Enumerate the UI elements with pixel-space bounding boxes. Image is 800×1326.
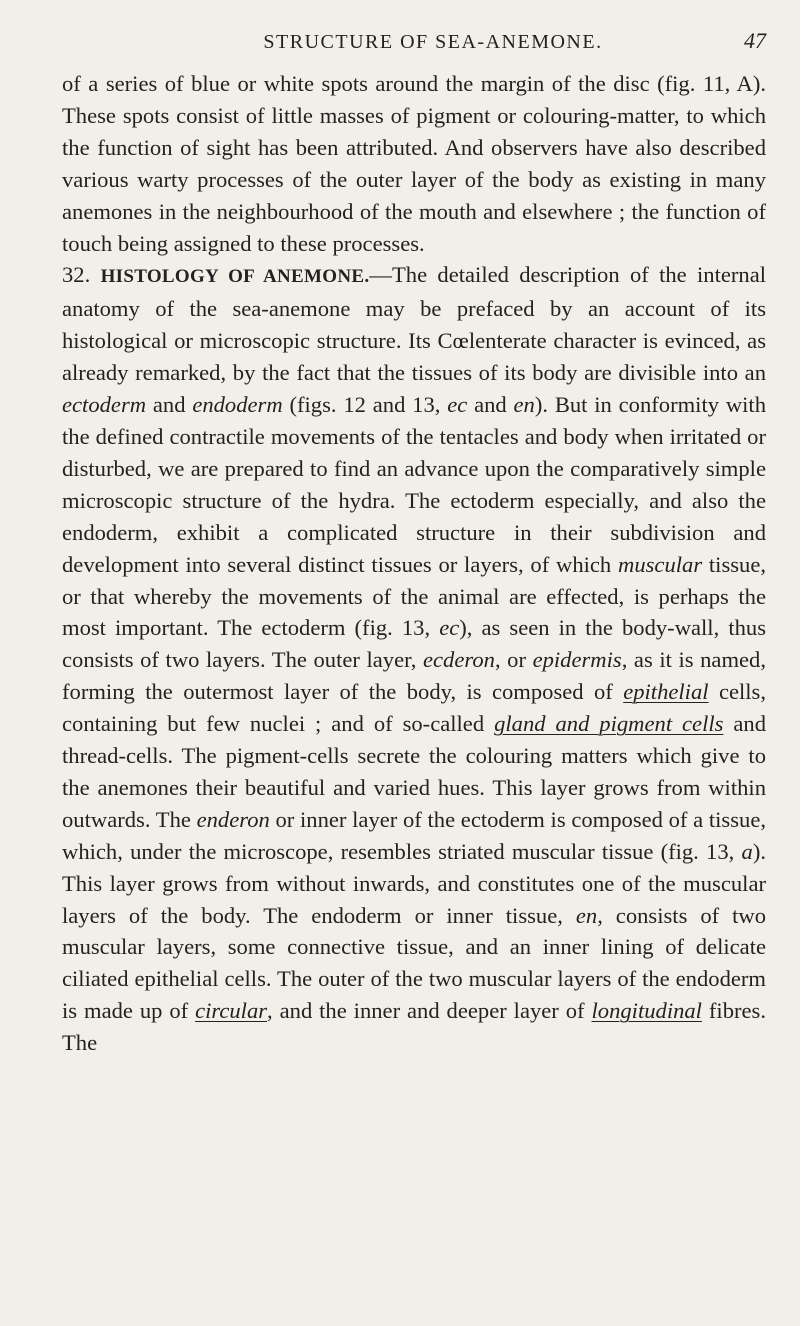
italic-term: enderon bbox=[196, 806, 270, 832]
italic-term: ectoderm bbox=[62, 392, 147, 418]
text-run: ), as seen in the body-wall, thus consists of two layers. The outer layer, bbox=[62, 615, 766, 673]
text-run: and bbox=[146, 392, 193, 418]
italic-term: endoderm bbox=[192, 392, 283, 418]
italic-term: muscular bbox=[618, 551, 703, 577]
italic-term: ecderon bbox=[423, 647, 495, 673]
section-number: 32. bbox=[62, 262, 91, 288]
text-run: ). This layer grows from without inwards, and constitutes one of the muscular layers of the body. The endoderm or inner tissue, bbox=[62, 838, 766, 928]
section-heading: HISTOLOGY OF ANEMONE. bbox=[100, 266, 370, 288]
page-header bbox=[62, 28, 766, 54]
underlined-term: circular bbox=[195, 998, 268, 1024]
underlined-term: longitudinal bbox=[591, 998, 702, 1024]
italic-term: en bbox=[513, 392, 535, 418]
italic-term: ec bbox=[439, 615, 460, 641]
text-run: , consists of two muscular layers, some connective tissue, and an inner lining of delicate ciliated epithelial cells. The outer of the two muscular layers of the endoderm is made up of bbox=[62, 902, 767, 1024]
paragraph-2 bbox=[62, 259, 766, 1059]
page-number: 47 bbox=[744, 28, 766, 53]
text-run: ). But in conformity with the defined contractile movements of the tentacles and body when irritated or disturbed, we are prepared to find an advance upon the comparatively simple microscopic structure of the hydra. The ectoderm especially, and also the endoderm, exhibit a complicated structure in their subdivision and development into several distinct tissues or layers, of which bbox=[62, 392, 767, 577]
text-run: fibres. The bbox=[62, 998, 766, 1056]
running-title: STRUCTURE OF SEA-ANEMONE. bbox=[263, 31, 603, 53]
text-run: , as it is named, forming the outermost layer of the body, is composed of bbox=[62, 647, 766, 705]
underlined-term: epithelial bbox=[623, 679, 709, 705]
text-run: , and the inner and deeper layer of bbox=[267, 998, 592, 1024]
text-run: tissue, or that whereby the movements of the animal are effected, is perhaps the most important. The ectoderm (fig. 13, bbox=[62, 551, 767, 641]
text-run: or inner layer of the ectoderm is composed of a tissue, which, under the microscope, resembles striated muscular tissue (fig. 13, bbox=[62, 806, 766, 864]
text-run: cells, containing but few nuclei ; and of so-called bbox=[62, 679, 766, 737]
body-text bbox=[62, 68, 766, 1059]
paragraph-1: of a series of blue or white spots around the margin of the disc (fig. 11, A). These spots consist of little masses of pigment or colouring-matter, to which the function of sight has been attributed. And observers have also described various warty processes of the outer layer of the body as existing in many anemones in the neighbourhood of the mouth and elsewhere ; the function of touch being assigned to these processes. bbox=[62, 71, 766, 256]
text-run: —The detailed description of the internal anatomy of the sea-anemone may be prefaced by an account of its histological or microscopic structure. Its Cœlenterate character is evinced, as already remarked, by the fact that the tissues of its body are divisible into an bbox=[62, 262, 766, 386]
text-run: , or bbox=[494, 647, 533, 673]
italic-term: a bbox=[741, 838, 753, 864]
text-run: and bbox=[467, 392, 514, 418]
italic-term: epidermis bbox=[532, 647, 622, 673]
underlined-term: gland and pigment cells bbox=[494, 711, 724, 737]
italic-term: en bbox=[575, 902, 598, 928]
text-run: and thread-cells. The pigment-cells secrete the colouring matters which give to the anemones their beautiful and varied hues. This layer grows from within outwards. The bbox=[62, 711, 766, 832]
text-run: (figs. 12 and 13, bbox=[282, 392, 448, 418]
italic-term: ec bbox=[447, 392, 468, 418]
